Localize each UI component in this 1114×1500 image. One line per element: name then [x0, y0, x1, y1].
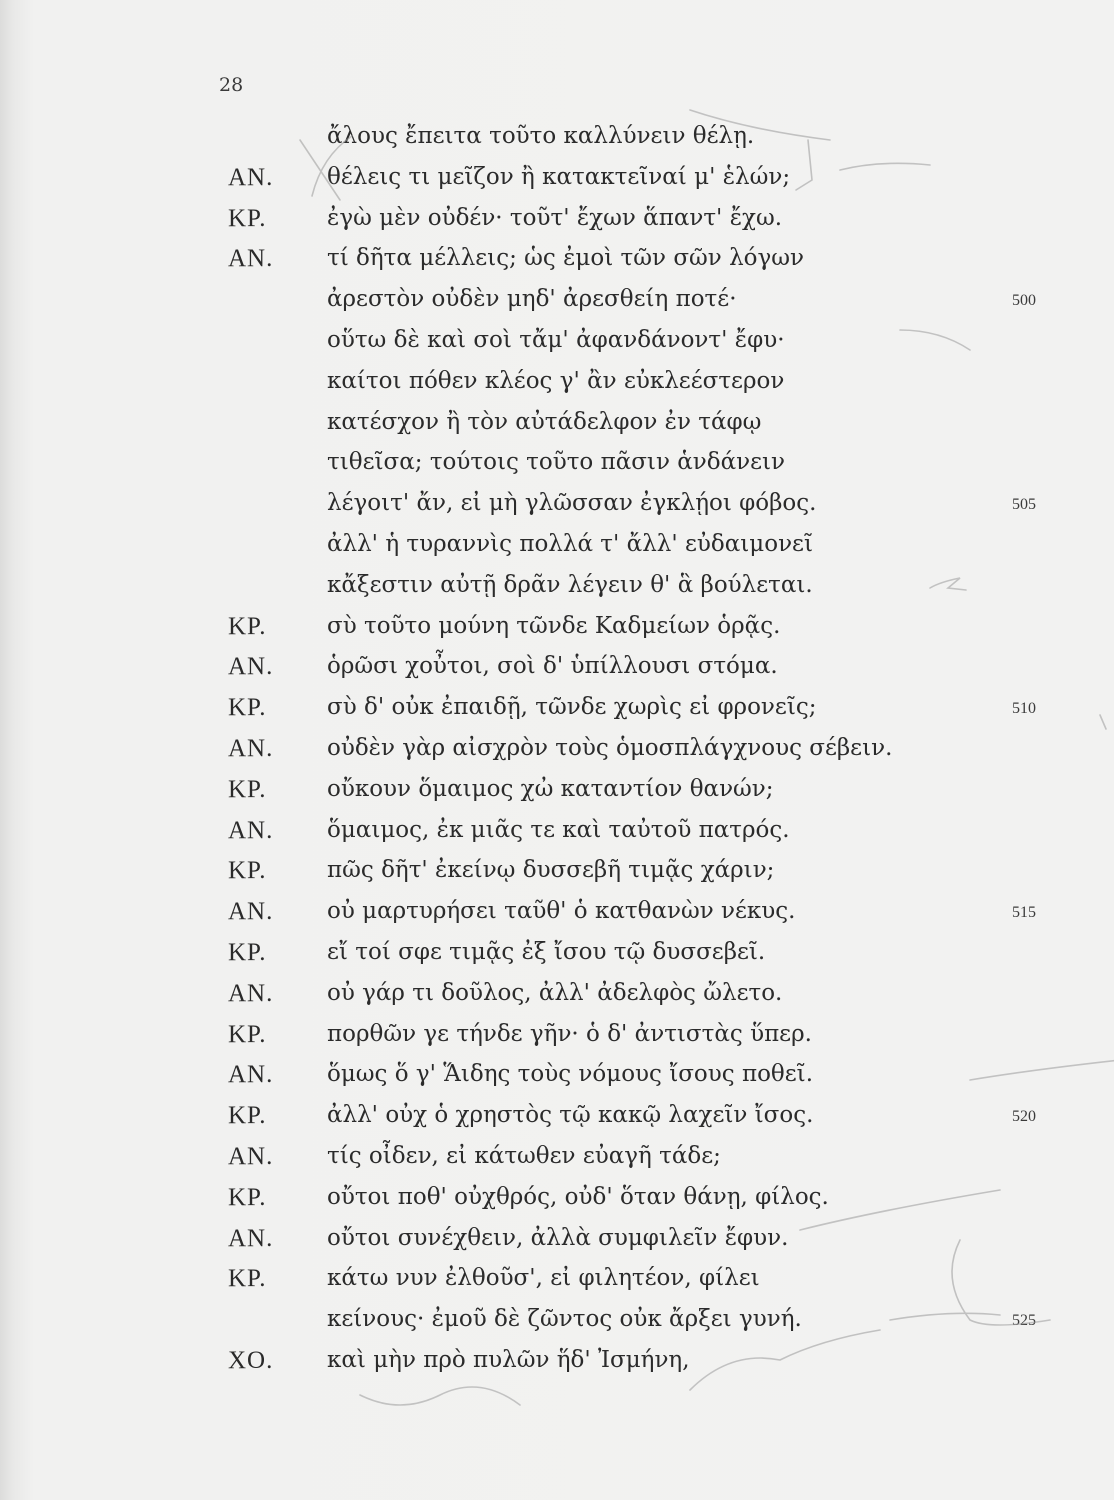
verse-text: τιθεῖσα; τούτοις τοῦτο πᾶσιν ἁνδάνειν — [327, 449, 786, 476]
verse-text: ἀλλ' οὐχ ὁ χρηστὸς τῷ κακῷ λαχεῖν ἴσος. — [327, 1102, 814, 1129]
line-number: 505 — [1012, 496, 1036, 514]
verse-line — [0, 857, 1114, 897]
verse-line — [0, 1225, 1114, 1265]
verse-text: κἄξεστιν αὐτῇ δρᾶν λέγειν θ' ἃ βούλεται. — [327, 571, 813, 598]
verse-text: θέλεις τι μεῖζον ἢ κατακτεῖναί μ' ἑλών; — [327, 163, 791, 190]
verse-text: λέγοιτ' ἄν, εἰ μὴ γλῶσσαν ἐγκλῄοι φόβος. — [327, 490, 817, 517]
verse-line — [0, 776, 1114, 816]
verse-line — [0, 205, 1114, 245]
verse-text: πῶς δῆτ' ἐκείνῳ δυσσεβῆ τιμᾷς χάριν; — [327, 857, 775, 884]
verse-line — [0, 490, 1114, 530]
verse-line — [0, 1306, 1114, 1346]
speaker-label: ΑΝ. — [228, 735, 274, 762]
speaker-label: ΧΟ. — [228, 1347, 274, 1374]
speaker-label: ΑΝ. — [228, 898, 274, 926]
line-number: 515 — [1012, 904, 1036, 922]
speaker-label: ΚΡ. — [228, 694, 267, 722]
verse-text: οὐδὲν γὰρ αἰσχρὸν τοὺς ὁμοσπλάγχνους σέβειν. — [327, 735, 893, 761]
verse-line — [0, 980, 1114, 1020]
verse-line — [0, 817, 1114, 857]
verse-line — [0, 449, 1114, 489]
verse-text: οὔκουν ὅμαιμος χὠ καταντίον θανών; — [327, 775, 774, 802]
verse-text: τί δῆτα μέλλεις; ὡς ἐμοὶ τῶν σῶν λόγων — [327, 245, 804, 272]
verse-text: κατέσχον ἢ τὸν αὐτάδελφον ἐν τάφῳ — [327, 408, 762, 435]
verse-line — [0, 1102, 1114, 1142]
verse-line — [0, 531, 1114, 571]
verse-line — [0, 123, 1114, 163]
line-number: 500 — [1012, 292, 1036, 310]
verse-text: καίτοι πόθεν κλέος γ' ἂν εὐκλεέστερον — [327, 367, 785, 394]
verse-text: εἴ τοί σφε τιμᾷς ἐξ ἴσου τῷ δυσσεβεῖ. — [327, 939, 766, 965]
verse-line — [0, 368, 1114, 408]
speaker-label: ΑΝ. — [228, 1061, 274, 1089]
verse-text: ὅμαιμος, ἐκ μιᾶς τε καὶ ταὐτοῦ πατρός. — [327, 816, 790, 843]
verse-line — [0, 1265, 1114, 1305]
verse-text: ἐγὼ μὲν οὐδέν· τοῦτ' ἔχων ἅπαντ' ἔχω. — [327, 204, 783, 231]
verse-line — [0, 898, 1114, 938]
speaker-label: ΚΡ. — [228, 1265, 267, 1293]
verse-line — [0, 1061, 1114, 1101]
verse-text: σὺ τοῦτο μούνη τῶνδε Καδμείων ὁρᾷς. — [327, 612, 781, 639]
verse-text: κείνους· ἐμοῦ δὲ ζῶντος οὐκ ἄρξει γυνή. — [327, 1306, 802, 1333]
verse-line — [0, 286, 1114, 326]
verse-line — [0, 164, 1114, 204]
verse-line — [0, 409, 1114, 449]
verse-text: σὺ δ' οὐκ ἐπαιδῇ, τῶνδε χωρὶς εἰ φρονεῖς; — [327, 694, 817, 721]
speaker-label: ΚΡ. — [228, 857, 267, 885]
verse-text: οὐ γάρ τι δοῦλος, ἀλλ' ἀδελφὸς ὤλετο. — [327, 979, 783, 1006]
verse-text: κάτω νυν ἐλθοῦσ', εἰ φιλητέον, φίλει — [327, 1265, 760, 1292]
speaker-label: ΚΡ. — [228, 775, 267, 803]
verse-text: ἄλους ἔπειτα τοῦτο καλλύνειν θέλῃ. — [327, 123, 755, 149]
verse-text: καὶ μὴν πρὸ πυλῶν ἥδ' Ἰσμήνη, — [327, 1347, 690, 1373]
speaker-label: ΑΝ. — [228, 816, 274, 844]
verse-text: οὕτω δὲ καὶ σοὶ τἄμ' ἀφανδάνοντ' ἔφυ· — [327, 327, 785, 353]
verse-text: οὔτοι ποθ' οὐχθρός, οὐδ' ὅταν θάνῃ, φίλος. — [327, 1183, 829, 1210]
verse-line — [0, 245, 1114, 285]
verse-text: τίς οἶδεν, εἰ κάτωθεν εὐαγῆ τάδε; — [327, 1143, 721, 1169]
verse-text: ἀρεστὸν οὐδὲν μηδ' ἀρεσθείη ποτέ· — [327, 286, 737, 313]
verse-line — [0, 572, 1114, 612]
verse-line — [0, 327, 1114, 367]
verse-line — [0, 1021, 1114, 1061]
speaker-label: ΚΡ. — [228, 1102, 267, 1130]
verse-line — [0, 939, 1114, 979]
verse-line — [0, 613, 1114, 653]
page-number: 28 — [219, 74, 244, 96]
line-number: 520 — [1012, 1108, 1036, 1126]
line-number: 525 — [1012, 1312, 1036, 1330]
verse-line — [0, 1347, 1114, 1387]
speaker-label: ΑΝ. — [228, 1143, 274, 1170]
line-number: 510 — [1012, 700, 1036, 718]
speaker-label: ΑΝ. — [228, 245, 274, 273]
verse-line — [0, 735, 1114, 775]
speaker-label: ΑΝ. — [228, 163, 274, 191]
verse-line — [0, 1143, 1114, 1183]
speaker-label: ΑΝ. — [228, 1224, 274, 1252]
speaker-label: ΚΡ. — [228, 1183, 267, 1211]
verse-text: πορθῶν γε τήνδε γῆν· ὁ δ' ἀντιστὰς ὕπερ. — [327, 1020, 812, 1047]
speaker-label: ΚΡ. — [228, 204, 267, 232]
speaker-label: ΚΡ. — [228, 939, 267, 966]
verse-line — [0, 694, 1114, 734]
verse-text: οὐ μαρτυρήσει ταῦθ' ὁ κατθανὼν νέκυς. — [327, 898, 796, 925]
verse-text: οὔτοι συνέχθειν, ἀλλὰ συμφιλεῖν ἔφυν. — [327, 1224, 789, 1251]
verse-line — [0, 653, 1114, 693]
speaker-label: ΑΝ. — [228, 653, 274, 681]
speaker-label: ΑΝ. — [228, 979, 274, 1007]
verse-text: ὁρῶσι χοὖτοι, σοὶ δ' ὑπίλλουσι στόμα. — [327, 653, 778, 680]
speaker-label: ΚΡ. — [228, 612, 267, 640]
verse-line — [0, 1184, 1114, 1224]
verse-text: ἀλλ' ἡ τυραννὶς πολλά τ' ἄλλ' εὐδαιμονεῖ — [327, 531, 813, 557]
speaker-label: ΚΡ. — [228, 1020, 267, 1048]
verse-text: ὅμως ὅ γ' Ἅιδης τοὺς νόμους ἴσους ποθεῖ. — [327, 1061, 814, 1088]
